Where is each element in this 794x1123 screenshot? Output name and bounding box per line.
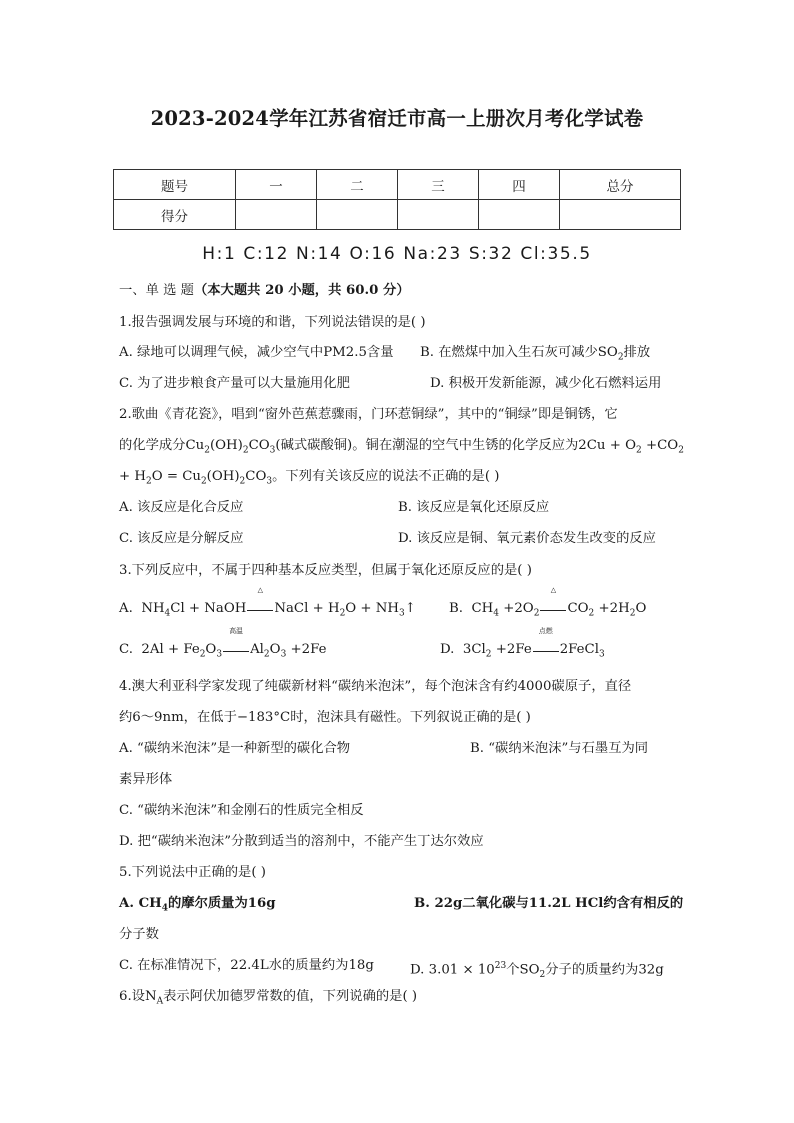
text: 的化学成分Cu: [119, 438, 205, 453]
question-5-option-d: [410, 957, 664, 984]
superscript: 23: [494, 961, 507, 971]
score-row-label: 得分: [114, 200, 236, 230]
text: A. CH: [119, 896, 162, 911]
section-label: 一、单 选 题: [119, 283, 194, 298]
subscript: 2: [588, 608, 595, 619]
question-2-line-2: [119, 437, 684, 460]
question-2-line-3: [119, 468, 499, 491]
question-5-stem: 5.下列说法中正确的是( ): [119, 865, 266, 880]
text: +2H: [594, 601, 630, 616]
text: B. 在燃煤中加入生石灰可减少SO: [420, 345, 618, 360]
heat-mark: △: [550, 586, 557, 594]
text: Al: [250, 642, 264, 657]
question-1-option-c: C. 为了进步粮食产量可以大量施用化肥: [119, 376, 350, 391]
question-5-option-a: [119, 895, 276, 918]
text: +2Fe: [491, 642, 532, 657]
score-cell: [479, 200, 560, 230]
question-2-option-a: A. 该反应是化合反应: [119, 500, 244, 515]
question-4-line-1: 4.澳大利亚科学家发现了纯碳新材料“碳纳米泡沫”，每个泡沫含有约4000碳原子，直径: [119, 679, 632, 694]
text: D. 3.01 × 10: [410, 962, 495, 978]
header-cell: 总分: [560, 170, 681, 200]
header-cell: 题号: [114, 170, 236, 200]
option-label: A.: [119, 601, 133, 616]
question-1-stem: 1.报告强调发展与环境的和谐，下列说法错误的是( ): [119, 315, 426, 330]
heat-mark: △: [257, 586, 264, 594]
subscript: 2: [629, 608, 636, 619]
question-4-option-b-cont: 素异形体: [119, 772, 173, 787]
text: 分子的质量约为32g: [545, 962, 664, 978]
subscript: 2: [636, 445, 642, 456]
subscript: 2: [617, 352, 624, 363]
question-4-option-c: C. “碳纳米泡沫”和金刚石的性质完全相反: [119, 803, 364, 818]
subscript: 4: [493, 608, 499, 619]
exam-title: 2023-2024学年江苏省宿迁市高一上册次月考化学试卷: [150, 107, 644, 130]
section-heading: [119, 282, 410, 300]
question-6-stem: [119, 988, 417, 1011]
question-3-option-d: [440, 627, 605, 664]
subscript: 2: [145, 476, 152, 487]
subscript: 2: [339, 608, 346, 619]
subscript: 2: [533, 608, 540, 619]
reaction-arrow: [223, 627, 249, 652]
subscript: 4: [161, 903, 168, 914]
text: 3Cl: [462, 642, 486, 657]
question-1-option-d: D. 积极开发新能源，减少化石燃料运用: [430, 376, 662, 391]
text: 。下列有关该反应的说法不正确的是( ): [272, 469, 500, 484]
question-5-option-b: B. 22g二氧化碳与11.2L HCl约含有相反的: [414, 896, 684, 911]
subscript: 2: [204, 445, 210, 456]
text: O: [635, 601, 647, 616]
section-note: （本大题共 20 小题，共 60.0 分）: [193, 283, 410, 298]
question-2-option-b: B. 该反应是氧化还原反应: [398, 500, 550, 515]
subscript: 2: [539, 970, 546, 981]
text: NaCl + H: [274, 601, 340, 616]
question-4-line-2: 约6～9nm，在低于−183°C时，泡沫具有磁性。下列叙说正确的是( ): [119, 710, 531, 725]
question-3-option-c: [119, 627, 327, 664]
subscript: 2: [263, 649, 270, 660]
score-table: [113, 169, 681, 230]
text: +2O: [498, 601, 534, 616]
question-1-option-b: [420, 344, 650, 367]
text: O = Cu: [151, 469, 201, 484]
text: 表示阿伏加德罗常数的值，下列说确的是( ): [163, 989, 418, 1004]
question-4-option-a: A. “碳纳米泡沫”是一种新型的碳化合物: [119, 741, 351, 756]
subscript: 3: [269, 445, 276, 456]
text: +CO: [641, 438, 679, 453]
question-2-option-d: D. 该反应是铜、氧元素价态发生改变的反应: [398, 531, 656, 546]
question-4-option-d: D. 把“碳纳米泡沫”分散到适当的溶剂中，不能产生丁达尔效应: [119, 834, 484, 849]
text: Cl + NaOH: [170, 601, 247, 616]
question-1-option-a: A. 绿地可以调理气候，减少空气中PM2.5含量: [119, 345, 394, 360]
text: CO: [567, 601, 589, 616]
score-cell: [236, 200, 317, 230]
condition-mark: 点燃: [538, 627, 553, 635]
text: 2Al + Fe: [141, 642, 200, 657]
subscript: 3: [216, 649, 223, 660]
reaction-arrow: [533, 627, 559, 652]
condition-mark: 高温: [229, 627, 244, 635]
text: NH: [141, 601, 165, 616]
subscript: 2: [199, 649, 206, 660]
text: (OH): [206, 469, 240, 484]
subscript: 2: [239, 476, 246, 487]
text: 的摩尔质量为16g: [168, 896, 276, 911]
text: ↑: [404, 601, 416, 616]
subscript: 2: [678, 445, 684, 456]
option-label: D.: [440, 642, 455, 657]
question-5-option-c: C. 在标准情况下，22.4L水的质量约为18g: [119, 958, 374, 973]
subscript: 2: [242, 445, 249, 456]
text: (碱式碳酸铜)。铜在潮湿的空气中生锈的化学反应为2Cu + O: [275, 438, 636, 453]
question-3-option-a: [119, 586, 416, 623]
question-3-option-b: [449, 586, 647, 623]
text: 6.设N: [119, 989, 157, 1004]
option-label: B.: [449, 601, 463, 616]
text: O + NH: [345, 601, 400, 616]
text: + H: [119, 469, 146, 484]
header-cell: 一: [236, 170, 317, 200]
subscript: 2: [200, 476, 207, 487]
text: CH: [471, 601, 494, 616]
text: CO: [245, 469, 267, 484]
question-4-option-b: B. “碳纳米泡沫”与石墨互为同: [470, 741, 649, 756]
question-3-stem: 3.下列反应中，不属于四种基本反应类型，但属于氧化还原反应的是( ): [119, 563, 532, 578]
question-2-line-1: 2.歌曲《青花瓷》，唱到“窗外芭蕉惹骤雨，门环惹铜绿”，其中的“铜绿”即是铜锈，它: [119, 407, 618, 422]
question-2-option-c: C. 该反应是分解反应: [119, 531, 244, 546]
header-cell: 二: [317, 170, 398, 200]
option-label: C.: [119, 642, 133, 657]
subscript: 3: [399, 608, 405, 619]
text: 2FeCl: [559, 642, 599, 657]
subscript: 3: [266, 476, 273, 487]
subscript: 3: [598, 649, 605, 660]
score-cell: [317, 200, 398, 230]
score-table-header-row: [114, 170, 681, 200]
subscript: 3: [280, 649, 287, 660]
header-cell: 四: [479, 170, 560, 200]
header-cell: 三: [398, 170, 479, 200]
score-table-score-row: [114, 200, 681, 230]
text: O: [205, 642, 217, 657]
reaction-arrow: [540, 586, 566, 611]
text: CO: [248, 438, 270, 453]
reaction-arrow: [247, 586, 273, 611]
text: 排放: [623, 345, 651, 360]
text: (OH): [209, 438, 243, 453]
atomic-masses: H:1 C:12 N:14 O:16 Na:23 S:32 Cl:35.5: [202, 244, 592, 264]
text: O: [269, 642, 281, 657]
text: 个SO: [506, 962, 540, 978]
question-5-option-b-cont: 分子数: [119, 927, 159, 942]
subscript: A: [156, 996, 164, 1007]
subscript: 2: [485, 649, 492, 660]
score-cell: [560, 200, 681, 230]
text: +2Fe: [286, 642, 327, 657]
subscript: 4: [164, 608, 171, 619]
score-cell: [398, 200, 479, 230]
